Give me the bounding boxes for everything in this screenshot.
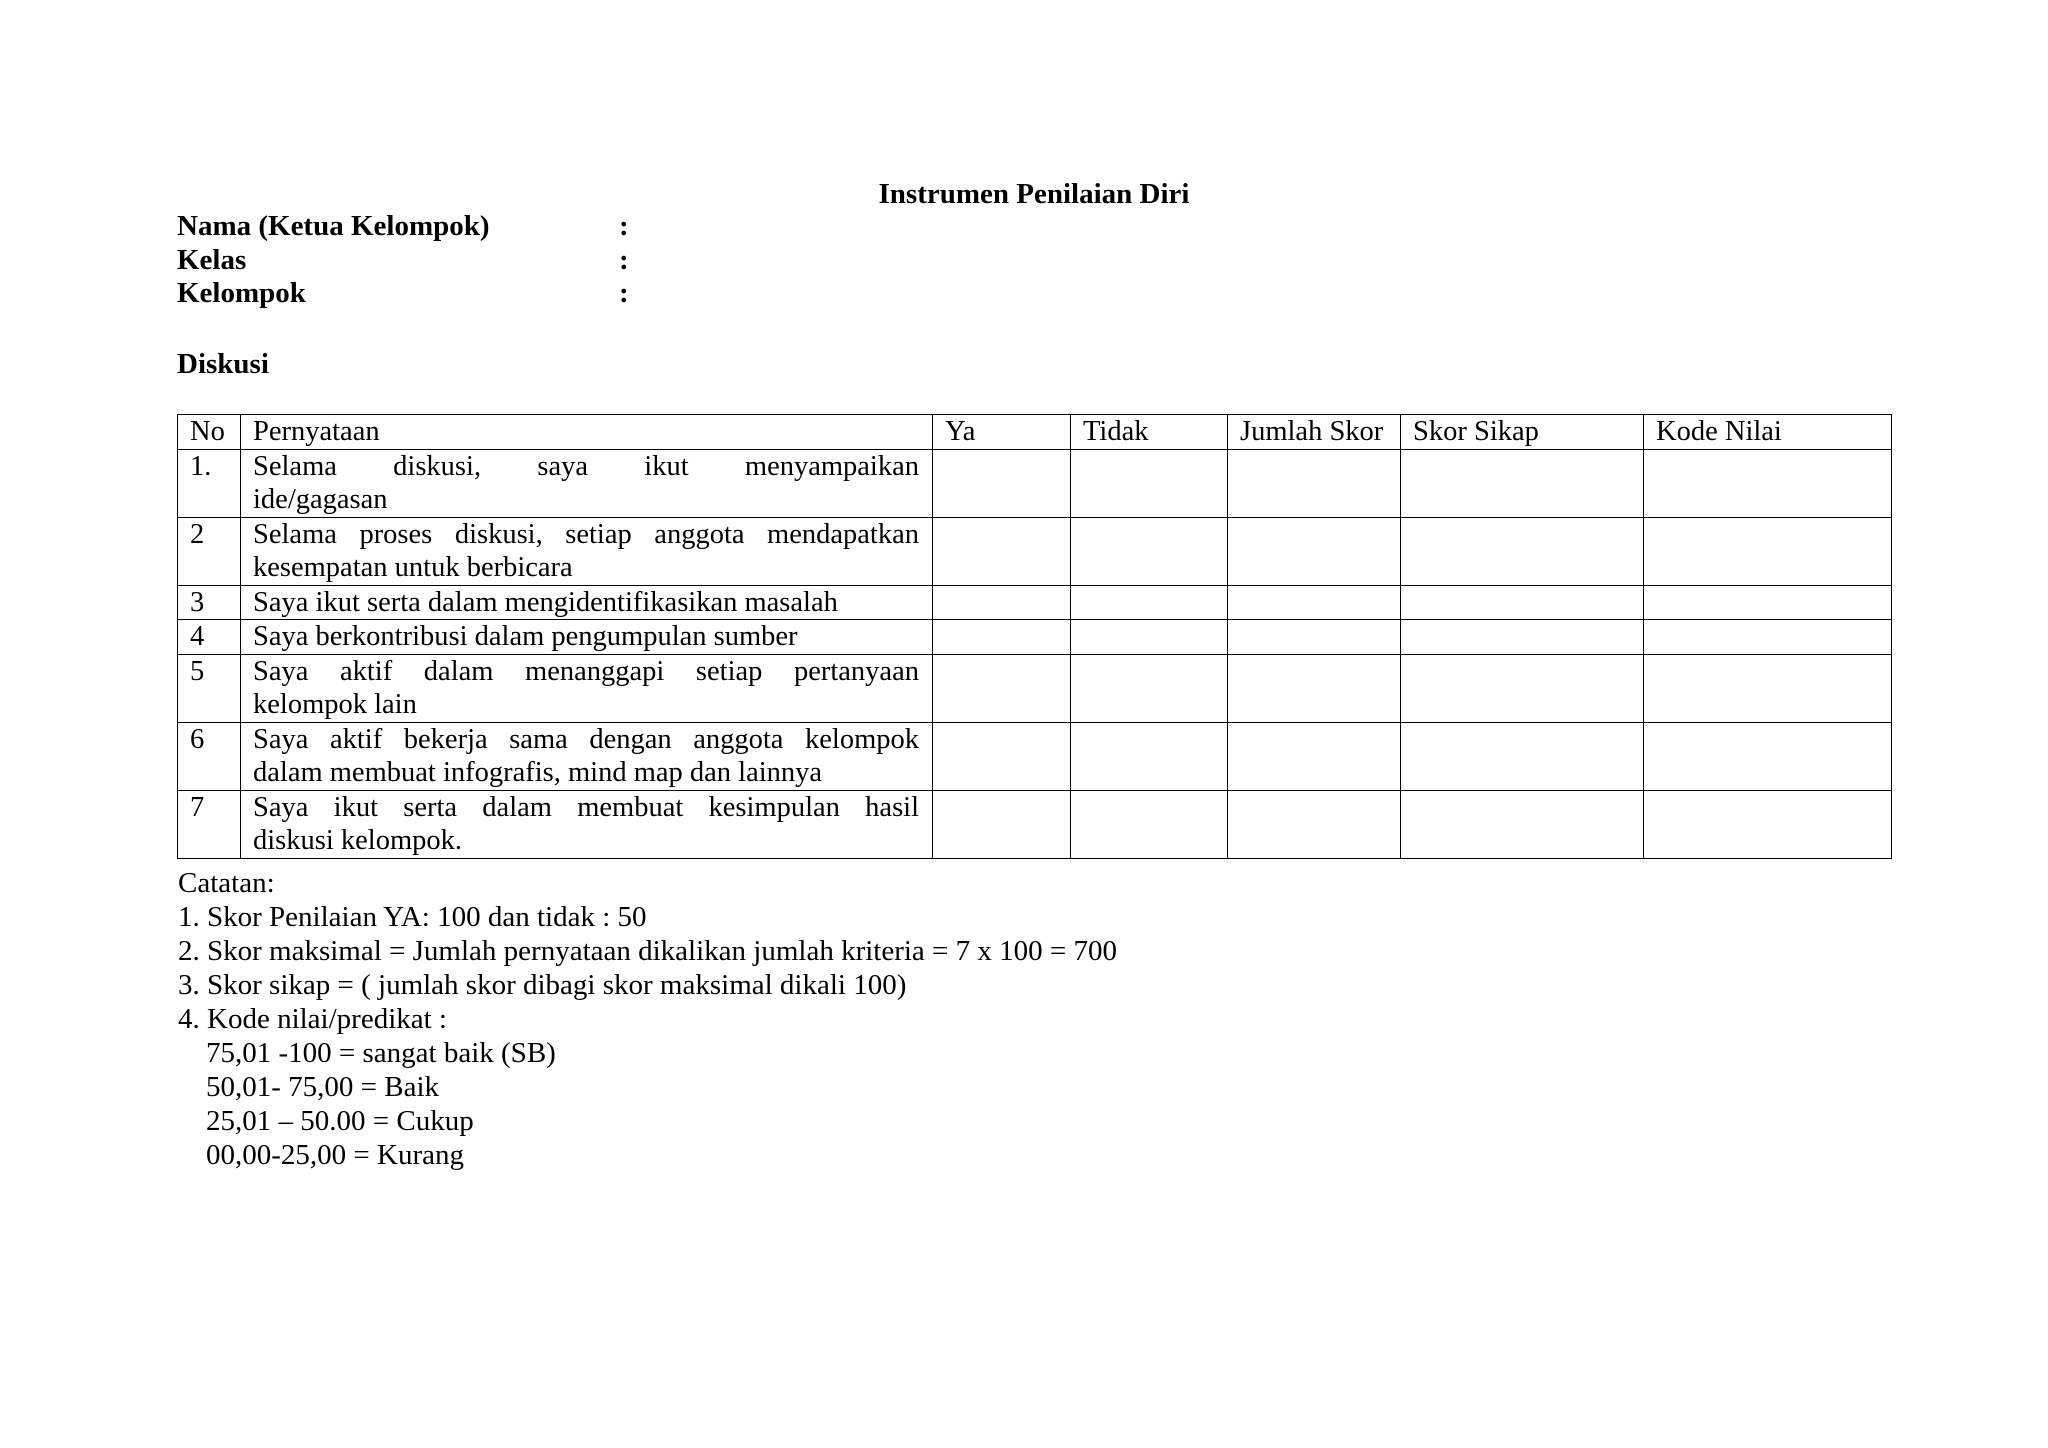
cell-tidak[interactable] — [1071, 620, 1228, 655]
cell-kode-nilai[interactable] — [1644, 517, 1892, 585]
cell-tidak[interactable] — [1071, 585, 1228, 620]
field-colon: : — [619, 277, 629, 309]
statement-line: dalam membuat infografis, mind map dan lainnya — [253, 757, 823, 788]
header-skor-sikap: Skor Sikap — [1401, 415, 1644, 450]
statement-line: Saya ikut serta dalam mengidentifikasikan masalah — [253, 586, 838, 618]
statement-line: Saya ikut serta dalam membuat kesimpulan hasil — [253, 791, 919, 823]
statement-line: Saya berkontribusi dalam pengumpulan sumber — [253, 621, 798, 652]
row-number: 4 — [178, 620, 241, 655]
row-number: 3 — [178, 585, 241, 620]
statement-line: diskusi kelompok. — [253, 825, 463, 856]
table-header-row — [178, 415, 1892, 450]
statement-line: kelompok lain — [253, 689, 417, 720]
cell-jumlah-skor[interactable] — [1228, 654, 1401, 722]
field-label: Nama (Ketua Kelompok) — [177, 210, 490, 242]
cell-jumlah-skor[interactable] — [1228, 790, 1401, 858]
table-row — [178, 517, 1892, 585]
cell-kode-nilai[interactable] — [1644, 790, 1892, 858]
cell-jumlah-skor[interactable] — [1228, 517, 1401, 585]
field-label: Kelompok — [177, 277, 306, 309]
cell-ya[interactable] — [933, 517, 1071, 585]
cell-jumlah-skor[interactable] — [1228, 722, 1401, 790]
statement-line: kesempatan untuk berbicara — [253, 552, 573, 583]
predicate-item: 25,01 – 50.00 = Cukup — [206, 1105, 474, 1137]
row-number: 1. — [178, 449, 241, 517]
statement-line: Selama diskusi, saya ikut menyampaikan — [253, 450, 919, 482]
cell-kode-nilai[interactable] — [1644, 620, 1892, 655]
field-kelompok — [177, 277, 677, 311]
field-kelas — [177, 244, 677, 278]
statement-line: Selama proses diskusi, setiap anggota mendapatkan — [253, 518, 919, 550]
assessment-table — [177, 414, 1892, 859]
note-item: 2. Skor maksimal = Jumlah pernyataan dikalikan jumlah kriteria = 7 x 100 = 700 — [178, 935, 1118, 967]
cell-skor-sikap[interactable] — [1401, 449, 1644, 517]
notes-heading: Catatan: — [178, 867, 275, 899]
predicate-item: 75,01 -100 = sangat baik (SB) — [206, 1037, 556, 1069]
predicate-item: 50,01- 75,00 = Baik — [206, 1071, 440, 1103]
cell-ya[interactable] — [933, 620, 1071, 655]
note-item: 3. Skor sikap = ( jumlah skor dibagi skor maksimal dikali 100) — [178, 969, 907, 1001]
field-colon: : — [619, 210, 629, 242]
row-statement — [241, 722, 933, 790]
table-row — [178, 620, 1892, 655]
cell-skor-sikap[interactable] — [1401, 790, 1644, 858]
statement-line: Saya aktif dalam menanggapi setiap pertanyaan — [253, 655, 919, 687]
header-pernyataan: Pernyataan — [241, 415, 933, 450]
row-statement — [241, 654, 933, 722]
field-colon: : — [619, 243, 629, 276]
note-item: 4. Kode nilai/predikat : — [178, 1003, 447, 1035]
cell-kode-nilai[interactable] — [1644, 585, 1892, 620]
row-number: 7 — [178, 790, 241, 858]
header-ya: Ya — [933, 415, 1071, 450]
cell-skor-sikap[interactable] — [1401, 722, 1644, 790]
cell-skor-sikap[interactable] — [1401, 517, 1644, 585]
row-statement — [241, 790, 933, 858]
cell-kode-nilai[interactable] — [1644, 449, 1892, 517]
cell-jumlah-skor[interactable] — [1228, 585, 1401, 620]
row-number: 5 — [178, 654, 241, 722]
row-statement — [241, 620, 933, 655]
row-statement — [241, 517, 933, 585]
notes-block — [178, 866, 1117, 1172]
cell-jumlah-skor[interactable] — [1228, 620, 1401, 655]
table-row — [178, 654, 1892, 722]
cell-ya[interactable] — [933, 722, 1071, 790]
cell-ya[interactable] — [933, 585, 1071, 620]
cell-skor-sikap[interactable] — [1401, 620, 1644, 655]
row-number: 6 — [178, 722, 241, 790]
cell-kode-nilai[interactable] — [1644, 654, 1892, 722]
table-row — [178, 722, 1892, 790]
cell-tidak[interactable] — [1071, 654, 1228, 722]
field-label: Kelas — [177, 243, 247, 276]
section-heading: Diskusi — [177, 348, 269, 380]
identity-fields — [177, 210, 677, 311]
note-item: 1. Skor Penilaian YA: 100 dan tidak : 50 — [178, 901, 647, 933]
page-title: Instrumen Penilaian Diri — [878, 178, 1190, 210]
table-row — [178, 585, 1892, 620]
row-statement — [241, 449, 933, 517]
cell-ya[interactable] — [933, 790, 1071, 858]
header-tidak: Tidak — [1071, 415, 1228, 450]
cell-ya[interactable] — [933, 654, 1071, 722]
header-no: No — [178, 415, 241, 450]
cell-skor-sikap[interactable] — [1401, 654, 1644, 722]
cell-skor-sikap[interactable] — [1401, 585, 1644, 620]
statement-line: ide/gagasan — [253, 484, 388, 515]
row-number: 2 — [178, 517, 241, 585]
cell-ya[interactable] — [933, 449, 1071, 517]
cell-tidak[interactable] — [1071, 790, 1228, 858]
field-nama — [177, 210, 677, 244]
table-row — [178, 790, 1892, 858]
row-statement — [241, 585, 933, 620]
header-kode-nilai: Kode Nilai — [1644, 415, 1892, 450]
predicate-item: 00,00-25,00 = Kurang — [206, 1139, 464, 1171]
cell-tidak[interactable] — [1071, 449, 1228, 517]
cell-tidak[interactable] — [1071, 722, 1228, 790]
header-jumlah-skor: Jumlah Skor — [1228, 415, 1401, 450]
table-row — [178, 449, 1892, 517]
statement-line: Saya aktif bekerja sama dengan anggota kelompok — [253, 723, 919, 755]
cell-tidak[interactable] — [1071, 517, 1228, 585]
cell-kode-nilai[interactable] — [1644, 722, 1892, 790]
cell-jumlah-skor[interactable] — [1228, 449, 1401, 517]
